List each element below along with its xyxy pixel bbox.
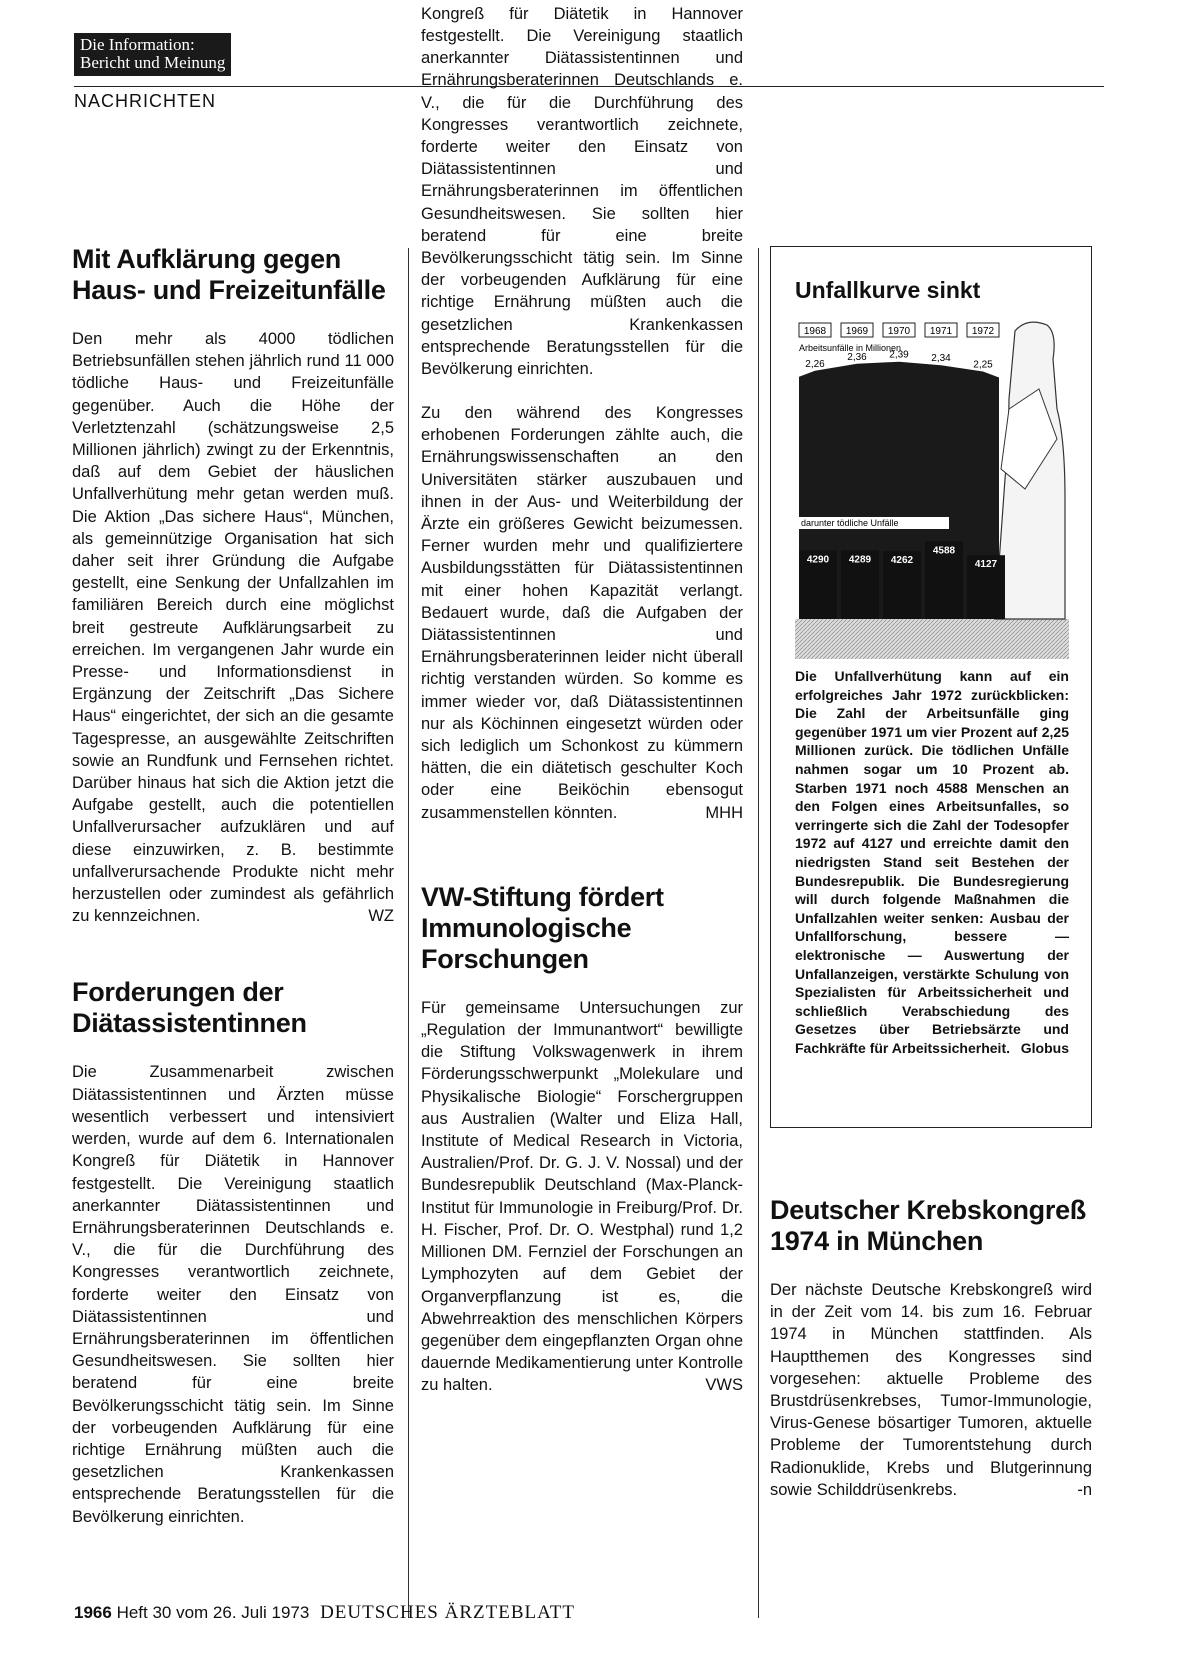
article-3-text: Für gemeinsame Untersuchungen zur „Regulation der Immunantwort“ bewilligte die Stiftung Volkswagenwerk in ihrem Förderungsschwerpunkt „Molekulare und Physikalische Biologie“ Forschergruppen aus Australien (Walter und Eliza Hall, Institute of Medical Research in Victoria, Australien/Prof. Dr. G. J. V. Nossal) und der Bundesrepublik Deutschland (Max-Planck-Institut für Immunologie in Freiburg/Prof. Dr. H. Fischer, Prof. Dr. O. Westphal) rund 1,2 Millionen DM. Fernziel der Forschungen an Lymphozyten auf dem Gebiet der Organverpflanzung ist es, die Abwehrreaktion des menschlichen Körpers gegenüber dem eingepflanzten Organ ohne dauernde Medikamentierung unter Kontrolle zu halten. (421, 998, 743, 1395)
fatal-bar-label-1969: 4289 (848, 554, 872, 566)
article-1-signature: WZ (368, 907, 394, 926)
article-1-body (72, 328, 394, 927)
caption-signature: Globus (1020, 1039, 1069, 1056)
masthead (74, 33, 231, 76)
article-1-text: Den mehr als 4000 tödlichen Betriebsunfällen stehen jährlich rund 11 000 tödliche Haus- und Freizeitunfälle gegenüber. Auch die Höhe der Verletztenzahl (schätzungsweise 2,5 Millionen jährlich) zwingt zu der Erkenntnis, daß auf dem Gebiet der häuslichen Unfallverhütung mehr getan werden muß. Die Aktion „Das sichere Haus“, München, als gemeinnützige Organisation hat sich daher seit ihrer Gründung die Aufgabe gestellt, eine Senkung der Unfallzahlen im familiären Bereich durch eine möglichst breit gestreute Aufklärungsarbeit zu erreichen. Im vergangenen Jahr wurde ein Presse- und Informationsdienst in Ergänzung der Zeitschrift „Das Sichere Haus“ eingerichtet, der sich an die gesamte Tagespresse, an ausgewählte Zeitschriften sowie an Rundfunk und Fernsehen richtet. Darüber hinaus hat sich die Aktion jetzt die Aufgabe gestellt, auch die potentiellen Unfallverursacher aufzuklären und auf diese einzuwirken, z. B. bestimmte unfallverursachende Produkte nicht mehr herzustellen oder zumindest als gefährlich zu kennzeichnen. (72, 330, 394, 926)
page-number: 1966 (74, 1603, 112, 1622)
section-label: NACHRICHTEN (74, 91, 217, 111)
column-2 (421, 4, 743, 1397)
article-2-signature: MHH (705, 803, 743, 822)
article-3-title: VW-Stiftung fördert Immunologische Forschungen (421, 881, 664, 974)
curve-label-1970: 2,39 (889, 349, 909, 361)
article-2-text-1-continued: Kongreß für Diätetik in Hannover festgestellt. Die Vereinigung staatlich anerkannter Diätassistentinnen und Ernährungsberaterinnen Deutschlands e. V., die für die Durchführung des Kongresses verantwortlich zeichnete, forderte weiter den Einsatz von Diätassistentinnen und Ernährungsberaterinnen im öffentlichen Gesundheitswesen. Sie sollten hier beratend für eine breite Bevölkerungsschicht tätig sein. Im Sinne der vorbeugenden Aufklärung für eine richtige Ernährung müßten auch die gesetzlichen Krankenkassen entsprechende Beratungsstellen für die Bevölkerung einrichten. (421, 4, 743, 379)
page-footer (74, 1602, 575, 1624)
year-label-1972: 1972 (971, 326, 995, 337)
year-label-1968: 1968 (803, 326, 827, 337)
article-2-paragraph-2 (421, 402, 743, 824)
issue-info: Heft 30 vom 26. Juli 1973 (116, 1603, 310, 1622)
series-1-label: Arbeitsunfälle in Millionen (799, 343, 902, 353)
article-4-title: Deutscher Krebskongreß 1974 in München (770, 1195, 1086, 1256)
curve-label-1968: 2,26 (805, 358, 825, 370)
fatal-bar-label-1971: 4588 (932, 545, 956, 557)
column-divider-2 (758, 248, 759, 1618)
curve-label-1972: 2,25 (973, 359, 993, 371)
accident-chart (795, 319, 1069, 659)
year-label-1971: 1971 (929, 326, 953, 337)
article-2-text-2: Zu den während des Kongresses erhobenen Forderungen zählte auch, die Ernährungswissenschaften an den Universitäten stärker auszubauen und ihnen in der Aus- und Weiterbildung der Ärzte ein größeres Gewicht beizumessen. Ferner wurden mehr und qualifiziertere Ausbildungsstätten für Diätassistentinnen mit einer hohen Kapazität verlangt. Bedauert wurde, daß die Aufgaben der Diätassistentinnen und Ernährungsberaterinnen leider nicht überall richtig verstanden würden. So komme es immer wieder vor, daß Diätassistentinnen nur als Köchinnen eingesetzt würden oder sich lediglich um Schonkost zu kümmern hätten, die ein diätetisch geschulter Koch oder eine Beiköchin ebensogut zusammenstellen könnten. (421, 404, 743, 822)
column-divider-1 (408, 248, 409, 1618)
column-3 (770, 1195, 1092, 1501)
infographic-title: Unfallkurve sinkt (795, 277, 981, 303)
fatal-bar-label-1968: 4290 (806, 554, 830, 566)
article-4-signature: -n (1077, 1480, 1092, 1499)
fatal-bar-label-1970: 4262 (890, 555, 914, 567)
masthead-line-2: Bericht und Meinung (80, 53, 226, 72)
curve-label-1969: 2,36 (847, 351, 867, 363)
infographic-box (770, 246, 1092, 1128)
chart-floor (795, 619, 1069, 659)
curve-label-1971: 2,34 (931, 353, 951, 365)
article-1-title: Mit Aufklärung gegen Haus- und Freizeitunfälle (72, 244, 386, 305)
article-2-title: Forderungen der Diätassistentinnen (72, 977, 307, 1039)
article-2-paragraph-1-continued (421, 4, 743, 380)
infographic-caption (795, 667, 1069, 1057)
article-3-signature: VWS (705, 1376, 743, 1395)
article-2-paragraph-1 (72, 1061, 394, 1526)
article-4-body (770, 1279, 1092, 1501)
fatal-bar-label-1972: 4127 (974, 559, 998, 571)
magazine-name: DEUTSCHES ÄRZTEBLATT (320, 1602, 575, 1623)
column-1 (72, 244, 394, 1526)
year-label-1969: 1969 (845, 326, 869, 337)
masthead-line-1: Die Information: (80, 35, 195, 54)
caption-text: Die Unfallverhütung kann auf ein erfolgreiches Jahr 1972 zurückblicken: Die Zahl der Arbeitsunfälle ging gegenüber 1971 um vier Prozent auf 2,25 Millionen zurück. Die tödlichen Unfälle nahmen sogar um 10 Prozent ab. Starben 1971 noch 4588 Menschen an den Folgen eines Arbeitsunfalles, so verringerte sich die Zahl der Todesopfer 1972 auf 4127 und erreichte damit den niedrigsten Stand seit Bestehen der Bundesrepublik. Die Bundesregierung will durch folgende Maßnahmen die Unfallzahlen weiter senken: Ausbau der Unfallforschung, bessere — elektronische — Auswertung der Unfallanzeigen, verstärkte Schulung von Spezialisten für Arbeitssicherheit und schließlich Verabschiedung des Gesetzes über Betriebsärzte und Fachkräfte für Arbeitssicherheit. (795, 668, 1069, 1056)
article-4-text: Der nächste Deutsche Krebskongreß wird in der Zeit vom 14. bis zum 16. Februar 1974 in München stattfinden. Als Hauptthemen des Kongresses sind vorgesehen: aktuelle Probleme des Brustdrüsenkrebses, Tumor-Immunologie, Virus-Genese bösartiger Tumoren, aktuelle Probleme der Tumorentstehung durch Radionuklide, Krebs und Blutgerinnung sowie Schilddrüsenkrebs. (770, 1281, 1092, 1499)
series-2-label: darunter tödliche Unfälle (801, 518, 899, 528)
year-label-1970: 1970 (887, 326, 911, 337)
article-2-text-1: Die Zusammenarbeit zwischen Diätassistentinnen und Ärzten müsse wesentlich verbessert und intensiviert werden, wurde auf dem 6. Internationalen Kongreß für Diätetik in Hannover festgestellt. Die Vereinigung staatlich anerkannter Diätassistentinnen und Ernährungsberaterinnen Deutschlands e. V., die für die Durchführung des Kongresses verantwortlich zeichnete, forderte weiter den Einsatz von Diätassistentinnen und Ernährungsberaterinnen im öffentlichen Gesundheitswesen. Sie sollten hier beratend für eine breite Bevölkerungsschicht tätig sein. Im Sinne der vorbeugenden Aufklärung für eine richtige Ernährung müßten auch die gesetzlichen Krankenkassen entsprechende Beratungsstellen für die Bevölkerung einrichten. (72, 1063, 394, 1526)
article-3-body (421, 997, 743, 1397)
